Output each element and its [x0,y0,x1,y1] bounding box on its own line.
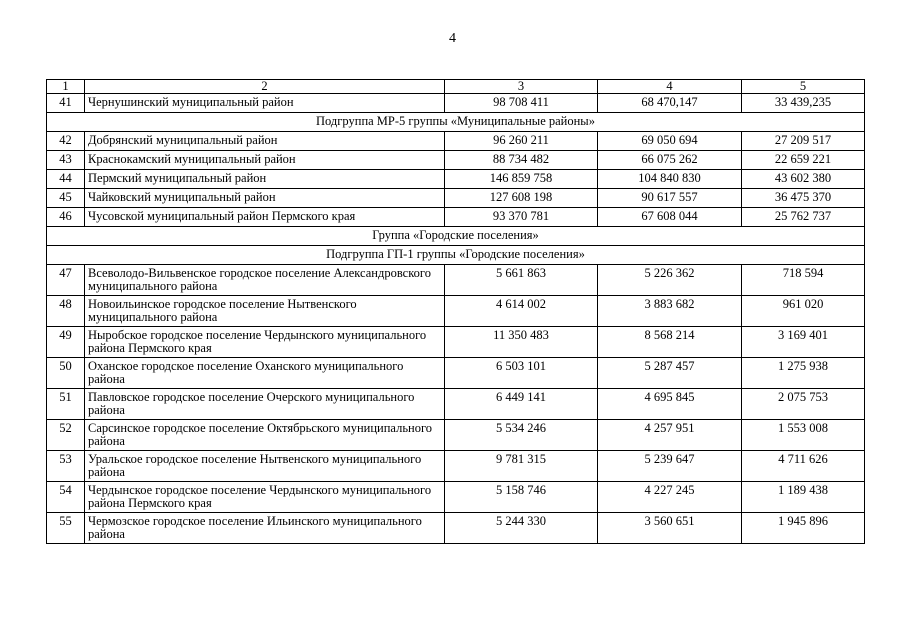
row-name: Чермозское городское поселение Ильинского муниципального района [85,513,445,544]
row-value-col5: 2 075 753 [742,389,865,420]
row-value-col3: 98 708 411 [445,94,598,113]
table-row [47,327,865,358]
row-value-col3: 5 661 863 [445,265,598,296]
row-name: Чайковский муниципальный район [85,189,445,208]
row-value-col4: 104 840 830 [598,170,742,189]
row-value-col5: 33 439,235 [742,94,865,113]
row-name: Чернушинский муниципальный район [85,94,445,113]
row-value-col4: 5 239 647 [598,451,742,482]
row-number: 47 [47,265,85,296]
row-value-col3: 5 158 746 [445,482,598,513]
row-number: 52 [47,420,85,451]
row-value-col4: 4 257 951 [598,420,742,451]
row-name: Чусовской муниципальный район Пермского края [85,208,445,227]
row-value-col5: 27 209 517 [742,132,865,151]
row-name: Ныробское городское поселение Чердынского муниципального района Пермского края [85,327,445,358]
row-value-col3: 127 608 198 [445,189,598,208]
row-number: 53 [47,451,85,482]
row-value-col4: 69 050 694 [598,132,742,151]
row-value-col5: 4 711 626 [742,451,865,482]
table-row [47,482,865,513]
row-value-col4: 3 560 651 [598,513,742,544]
row-value-col5: 1 189 438 [742,482,865,513]
row-number: 45 [47,189,85,208]
table-row [47,389,865,420]
row-value-col3: 9 781 315 [445,451,598,482]
row-name: Оханское городское поселение Оханского муниципального района [85,358,445,389]
row-name: Уральское городское поселение Нытвенского муниципального района [85,451,445,482]
row-number: 44 [47,170,85,189]
group-header-row [47,246,865,265]
row-value-col4: 5 287 457 [598,358,742,389]
table-row [47,513,865,544]
row-value-col4: 5 226 362 [598,265,742,296]
row-number: 49 [47,327,85,358]
column-header-row [47,80,865,94]
row-value-col3: 6 449 141 [445,389,598,420]
table-row [47,451,865,482]
table-row [47,151,865,170]
column-header: 5 [742,80,865,94]
row-value-col3: 93 370 781 [445,208,598,227]
row-value-col5: 36 475 370 [742,189,865,208]
table-row [47,94,865,113]
column-header: 4 [598,80,742,94]
row-value-col5: 1 275 938 [742,358,865,389]
row-value-col4: 66 075 262 [598,151,742,170]
row-value-col5: 43 602 380 [742,170,865,189]
group-label: Подгруппа ГП-1 группы «Городские поселения» [47,246,865,265]
row-value-col4: 3 883 682 [598,296,742,327]
table-row [47,358,865,389]
column-header: 1 [47,80,85,94]
row-value-col3: 6 503 101 [445,358,598,389]
row-value-col5: 22 659 221 [742,151,865,170]
group-header-row [47,227,865,246]
row-value-col4: 4 227 245 [598,482,742,513]
table-row [47,170,865,189]
row-name: Пермский муниципальный район [85,170,445,189]
data-table [46,79,865,544]
row-number: 48 [47,296,85,327]
row-value-col3: 11 350 483 [445,327,598,358]
page-number: 4 [449,31,456,46]
row-number: 54 [47,482,85,513]
row-value-col5: 718 594 [742,265,865,296]
column-header: 2 [85,80,445,94]
row-value-col4: 4 695 845 [598,389,742,420]
row-number: 42 [47,132,85,151]
row-value-col4: 68 470,147 [598,94,742,113]
group-label: Группа «Городские поселения» [47,227,865,246]
table-row [47,132,865,151]
group-label: Подгруппа МР-5 группы «Муниципальные районы» [47,113,865,132]
row-number: 46 [47,208,85,227]
table-body [47,80,865,544]
row-number: 41 [47,94,85,113]
row-value-col3: 96 260 211 [445,132,598,151]
row-value-col3: 88 734 482 [445,151,598,170]
row-number: 55 [47,513,85,544]
table-row [47,189,865,208]
row-value-col5: 1 945 896 [742,513,865,544]
row-value-col4: 67 608 044 [598,208,742,227]
table-row [47,208,865,227]
row-value-col5: 25 762 737 [742,208,865,227]
row-name: Добрянский муниципальный район [85,132,445,151]
row-value-col5: 1 553 008 [742,420,865,451]
row-value-col3: 5 244 330 [445,513,598,544]
row-number: 50 [47,358,85,389]
row-number: 43 [47,151,85,170]
row-name: Чердынское городское поселение Чердынского муниципального района Пермского края [85,482,445,513]
column-header: 3 [445,80,598,94]
row-value-col4: 90 617 557 [598,189,742,208]
row-value-col3: 5 534 246 [445,420,598,451]
row-name: Всеволодо-Вильвенское городское поселение Александровского муниципального района [85,265,445,296]
row-name: Сарсинское городское поселение Октябрьского муниципального района [85,420,445,451]
table-row [47,420,865,451]
row-value-col5: 961 020 [742,296,865,327]
row-name: Павловское городское поселение Очерского муниципального района [85,389,445,420]
row-value-col3: 4 614 002 [445,296,598,327]
row-name: Краснокамский муниципальный район [85,151,445,170]
table-row [47,265,865,296]
row-value-col3: 146 859 758 [445,170,598,189]
row-value-col5: 3 169 401 [742,327,865,358]
row-number: 51 [47,389,85,420]
row-name: Новоильинское городское поселение Нытвенского муниципального района [85,296,445,327]
row-value-col4: 8 568 214 [598,327,742,358]
group-header-row [47,113,865,132]
table-row [47,296,865,327]
